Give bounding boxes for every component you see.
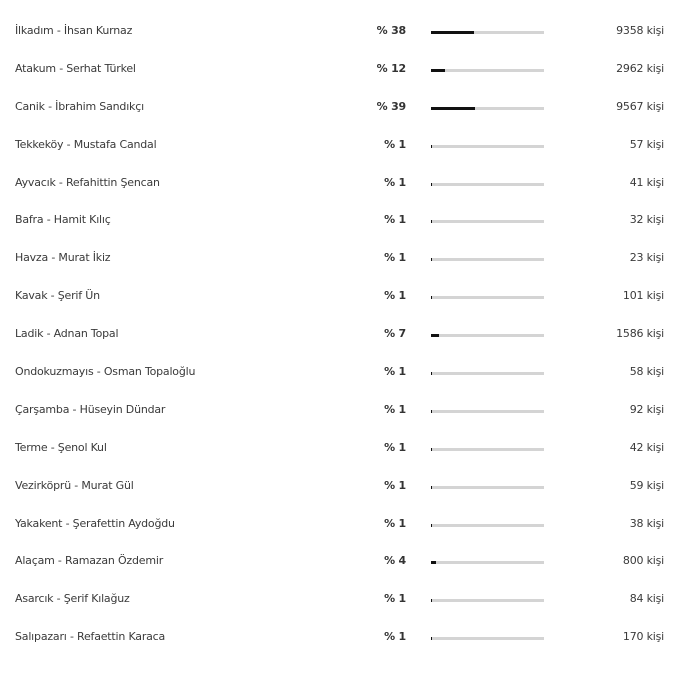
progress-track [431,334,544,337]
vote-count: 1586 kişi [616,327,664,341]
vote-count: 41 kişi [629,175,664,189]
result-row [0,164,700,202]
progress-track [431,296,544,299]
candidate-name: Salıpazarı - Refaettin Karaca [15,630,166,644]
vote-percent: % 1 [384,516,406,530]
progress-track [431,107,544,110]
candidate-name: İlkadım - İhsan Kurnaz [15,24,133,37]
progress-fill [431,561,436,564]
progress-track [431,372,544,375]
vote-percent: % 7 [384,327,406,341]
progress-track [431,448,544,451]
candidate-name: Kavak - Şerif Ün [15,289,100,303]
result-row [0,239,700,277]
progress-fill [431,220,432,223]
progress-fill [431,372,432,375]
vote-percent: % 12 [376,61,406,75]
progress-fill [431,183,432,186]
vote-count: 57 kişi [629,137,664,151]
progress-fill [431,524,432,527]
progress-fill [431,107,475,110]
vote-count: 42 kişi [629,440,664,454]
vote-percent: % 1 [384,440,406,454]
candidate-name: Alaçam - Ramazan Özdemir [15,554,164,568]
candidate-name: Ondokuzmayıs - Osman Topaloğlu [15,365,196,379]
vote-count: 84 kişi [629,592,664,606]
vote-percent: % 1 [384,630,406,644]
progress-track [431,258,544,261]
candidate-name: Vezirköprü - Murat Gül [15,478,134,492]
progress-fill [431,145,432,148]
result-row [0,618,700,656]
progress-fill [431,69,445,72]
result-row [0,542,700,580]
progress-fill [431,448,432,451]
vote-count: 23 kişi [629,251,664,265]
progress-fill [431,334,439,337]
result-row [0,88,700,126]
result-row [0,429,700,467]
candidate-name: Tekkeköy - Mustafa Candal [15,137,157,151]
progress-track [431,561,544,564]
vote-count: 800 kişi [622,554,664,568]
progress-track [431,220,544,223]
vote-count: 170 kişi [622,630,664,644]
progress-fill [431,410,432,413]
result-row [0,315,700,353]
vote-percent: % 1 [384,175,406,189]
candidate-name: Yakakent - Şerafettin Aydoğdu [15,516,175,530]
candidate-name: Terme - Şenol Kul [15,440,107,454]
candidate-name: Ayvacık - Refahittin Şencan [15,175,160,189]
vote-percent: % 1 [384,365,406,379]
result-row [0,505,700,543]
candidate-name: Bafra - Hamit Kılıç [15,213,111,227]
vote-percent: % 1 [384,402,406,416]
candidate-name: Çarşamba - Hüseyin Dündar [15,402,166,416]
progress-fill [431,258,432,261]
progress-fill [431,486,432,489]
vote-percent: % 1 [384,289,406,303]
progress-track [431,637,544,640]
progress-fill [431,31,474,34]
vote-percent: % 1 [384,137,406,151]
vote-percent: % 4 [384,554,406,568]
progress-track [431,410,544,413]
vote-percent: % 38 [376,24,406,37]
vote-count: 9567 kişi [616,99,664,113]
result-row [0,277,700,315]
vote-percent: % 1 [384,213,406,227]
vote-count: 38 kişi [629,516,664,530]
result-row [0,467,700,505]
progress-track [431,145,544,148]
vote-percent: % 1 [384,592,406,606]
result-row [0,201,700,239]
candidate-name: Canik - İbrahim Sandıkçı [15,99,144,113]
vote-count: 92 kişi [629,402,664,416]
vote-count: 58 kişi [629,365,664,379]
vote-percent: % 39 [376,99,406,113]
result-row [0,353,700,391]
vote-count: 101 kişi [622,289,664,303]
vote-count: 9358 kişi [616,24,664,37]
vote-count: 32 kişi [629,213,664,227]
candidate-name: Atakum - Serhat Türkel [15,61,136,75]
result-row [0,50,700,88]
progress-track [431,599,544,602]
result-row [0,126,700,164]
result-row [0,580,700,618]
vote-percent: % 1 [384,251,406,265]
candidate-name: Ladik - Adnan Topal [15,327,119,341]
progress-track [431,486,544,489]
result-row [0,391,700,429]
vote-count: 2962 kişi [616,61,664,75]
progress-track [431,183,544,186]
vote-count: 59 kişi [629,478,664,492]
progress-track [431,31,544,34]
candidate-name: Asarcık - Şerif Kılağuz [15,592,130,606]
progress-track [431,524,544,527]
candidate-name: Havza - Murat İkiz [15,251,111,265]
progress-fill [431,637,432,640]
vote-percent: % 1 [384,478,406,492]
progress-fill [431,296,432,299]
result-row [0,12,700,50]
progress-fill [431,599,432,602]
progress-track [431,69,544,72]
